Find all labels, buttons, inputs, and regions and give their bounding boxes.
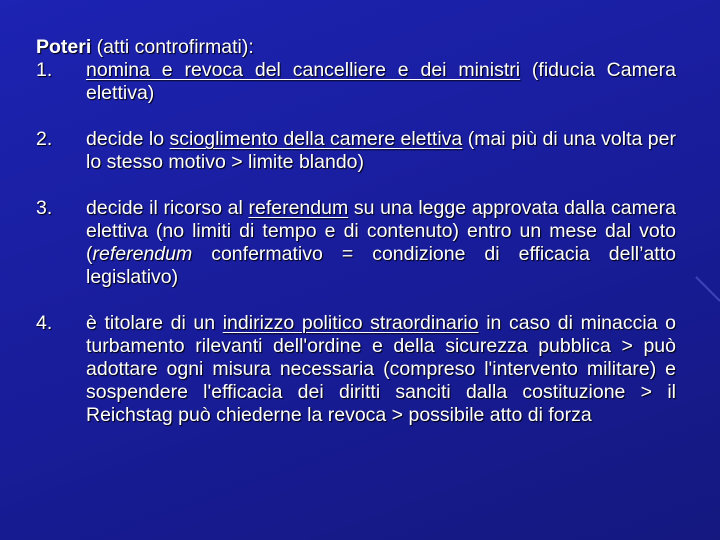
- item-text-underlined: nomina e revoca del cancelliere e dei ministri: [86, 59, 521, 81]
- heading-bold: Poteri: [36, 36, 92, 58]
- item-text-segment: è titolare di un: [86, 312, 223, 334]
- list-item-4: [36, 312, 676, 427]
- item-text: [86, 128, 676, 174]
- heading-rest: (atti controfirmati):: [91, 36, 254, 58]
- item-number: 3.: [36, 197, 53, 219]
- list-item-3: [36, 197, 676, 289]
- item-text-underlined: scioglimento della camere elettiva: [169, 128, 463, 150]
- list-item-2: [36, 128, 676, 174]
- item-number: 2.: [36, 128, 53, 150]
- slide-content: [36, 36, 676, 427]
- item-text-segment: decide lo: [86, 128, 170, 150]
- decorative-line: [695, 276, 720, 301]
- item-text: [86, 312, 676, 427]
- item-text-underlined: indirizzo politico straordinario: [222, 312, 479, 334]
- item-text: [86, 59, 676, 105]
- item-text-segment: (fiducia Camera elettiva): [86, 59, 676, 104]
- item-text-segment: decide il ricorso al: [86, 197, 249, 219]
- item-text-segment: confermativo = condizione di efficacia dell’atto legislativo): [86, 243, 676, 288]
- item-text-segment: su una legge approvata dalla camera elettiva (no limiti di tempo e di contenuto) entro un mese dal voto (: [86, 197, 676, 265]
- item-text: [86, 197, 676, 289]
- item-text-segment: in caso di minaccia o turbamento rilevanti dell'ordine e della sicurezza pubblica > può adottare ogni misura necessaria (compreso l'intervento militare) e sospendere l'efficacia dei diritti sanciti dalla costituzione > il Reichstag può chiederne la revoca > possibile atto di forza: [86, 312, 677, 426]
- item-text-italic: referendum: [92, 243, 193, 265]
- item-text-segment: (mai più di una volta per lo stesso motivo > limite blando): [86, 128, 676, 173]
- heading: [36, 36, 676, 59]
- list-item-1: [36, 59, 676, 105]
- item-text-underlined: referendum: [248, 197, 349, 219]
- item-number: 4.: [36, 312, 53, 334]
- item-number: 1.: [36, 59, 53, 81]
